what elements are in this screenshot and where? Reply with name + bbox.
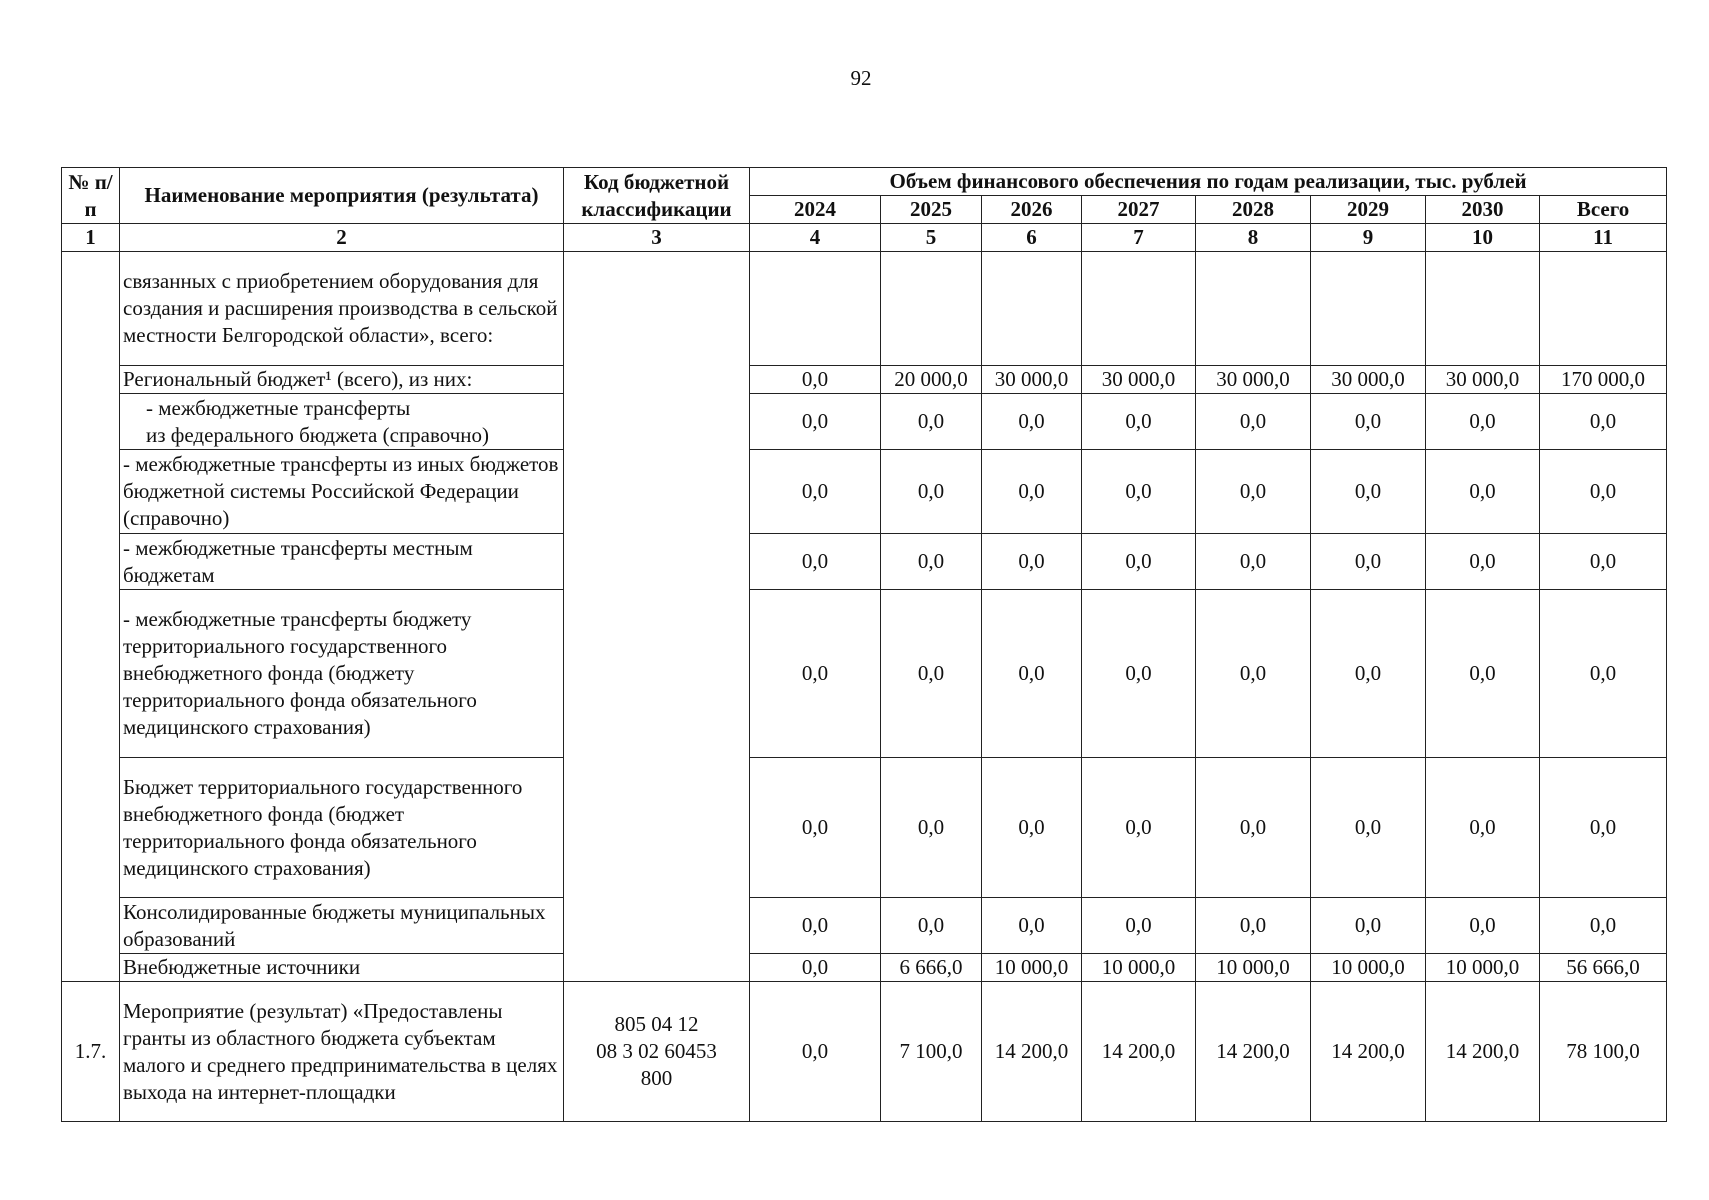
table-row bbox=[62, 450, 1667, 534]
value-cell: 30 000,0 bbox=[1082, 366, 1196, 394]
value-cell: 0,0 bbox=[1196, 590, 1311, 758]
column-number: 3 bbox=[564, 224, 750, 252]
value-cell: 0,0 bbox=[750, 758, 881, 898]
row-name bbox=[120, 394, 564, 450]
value-cell: 0,0 bbox=[1196, 394, 1311, 450]
column-number: 8 bbox=[1196, 224, 1311, 252]
table-row bbox=[62, 982, 1667, 1122]
header-total: Всего bbox=[1540, 196, 1667, 224]
value-cell: 0,0 bbox=[881, 394, 982, 450]
value-cell: 14 200,0 bbox=[1311, 982, 1426, 1122]
value-cell: 20 000,0 bbox=[881, 366, 982, 394]
row-name: - межбюджетные трансферты бюджету территориального государственного внебюджетного фонда (бюджету территориального фонда обязательного медицинского страхования) bbox=[120, 590, 564, 758]
value-cell: 10 000,0 bbox=[982, 954, 1082, 982]
value-cell bbox=[1426, 252, 1540, 366]
budget-code-line: 805 04 12 bbox=[614, 1012, 699, 1036]
row-name: Бюджет территориального государственного внебюджетного фонда (бюджет территориального фонда обязательного медицинского страхования) bbox=[120, 758, 564, 898]
table-row bbox=[62, 954, 1667, 982]
header-name: Наименование мероприятия (результата) bbox=[120, 168, 564, 224]
column-number: 11 bbox=[1540, 224, 1667, 252]
header-finance: Объем финансового обеспечения по годам реализации, тыс. рублей bbox=[750, 168, 1667, 196]
value-cell: 0,0 bbox=[750, 534, 881, 590]
table-row bbox=[62, 252, 1667, 366]
value-cell: 0,0 bbox=[1311, 590, 1426, 758]
value-cell: 0,0 bbox=[1082, 758, 1196, 898]
value-cell: 0,0 bbox=[982, 590, 1082, 758]
table-row bbox=[62, 394, 1667, 450]
row-name: Мероприятие (результат) «Предоставлены гранты из областного бюджета субъектам малого и среднего предпринимательства в целях выхода на интернет-площадки bbox=[120, 982, 564, 1122]
header-code: Код бюджетной классификации bbox=[564, 168, 750, 224]
column-number: 4 bbox=[750, 224, 881, 252]
value-cell: 0,0 bbox=[881, 758, 982, 898]
value-cell: 0,0 bbox=[1082, 590, 1196, 758]
row-name: - межбюджетные трансферты из иных бюджетов бюджетной системы Российской Федерации (справочно) bbox=[120, 450, 564, 534]
value-cell: 0,0 bbox=[1311, 450, 1426, 534]
value-cell: 0,0 bbox=[750, 450, 881, 534]
table-row bbox=[62, 534, 1667, 590]
value-cell: 6 666,0 bbox=[881, 954, 982, 982]
value-cell: 14 200,0 bbox=[1196, 982, 1311, 1122]
budget-code-line: 800 bbox=[640, 1066, 673, 1090]
value-cell: 0,0 bbox=[1540, 394, 1667, 450]
num-cell-empty bbox=[62, 252, 120, 982]
value-cell: 0,0 bbox=[1426, 898, 1540, 954]
value-cell bbox=[982, 252, 1082, 366]
column-number: 6 bbox=[982, 224, 1082, 252]
row-name: Внебюджетные источники bbox=[120, 954, 564, 982]
value-cell: 56 666,0 bbox=[1540, 954, 1667, 982]
value-cell: 10 000,0 bbox=[1311, 954, 1426, 982]
value-cell: 0,0 bbox=[1540, 534, 1667, 590]
value-cell: 0,0 bbox=[881, 590, 982, 758]
header-year: 2026 bbox=[982, 196, 1082, 224]
page-number: 92 bbox=[850, 66, 872, 90]
header-year: 2028 bbox=[1196, 196, 1311, 224]
value-cell: 0,0 bbox=[1311, 534, 1426, 590]
row-name: Консолидированные бюджеты муниципальных образований bbox=[120, 898, 564, 954]
column-number: 10 bbox=[1426, 224, 1540, 252]
table-row bbox=[62, 898, 1667, 954]
row-name-line: - межбюджетные трансферты bbox=[146, 395, 411, 420]
value-cell: 10 000,0 bbox=[1426, 954, 1540, 982]
value-cell: 7 100,0 bbox=[881, 982, 982, 1122]
value-cell bbox=[1540, 252, 1667, 366]
value-cell: 0,0 bbox=[750, 366, 881, 394]
row-number: 1.7. bbox=[62, 982, 120, 1122]
value-cell: 0,0 bbox=[1082, 898, 1196, 954]
value-cell: 0,0 bbox=[982, 758, 1082, 898]
column-number: 1 bbox=[62, 224, 120, 252]
code-cell-empty bbox=[564, 252, 750, 982]
value-cell: 0,0 bbox=[1426, 394, 1540, 450]
value-cell: 0,0 bbox=[1426, 758, 1540, 898]
header-year: 2030 bbox=[1426, 196, 1540, 224]
column-numbers-row bbox=[62, 224, 1667, 252]
value-cell: 0,0 bbox=[1540, 898, 1667, 954]
row-name: связанных с приобретением оборудования для создания и расширения производства в сельской местности Белгородской области», всего: bbox=[120, 252, 564, 366]
value-cell: 0,0 bbox=[982, 450, 1082, 534]
value-cell: 0,0 bbox=[1082, 450, 1196, 534]
value-cell: 0,0 bbox=[1196, 534, 1311, 590]
value-cell: 0,0 bbox=[750, 394, 881, 450]
row-name-line: из федерального бюджета (справочно) bbox=[146, 422, 490, 447]
value-cell: 14 200,0 bbox=[1426, 982, 1540, 1122]
row-name: - межбюджетные трансферты местным бюджетам bbox=[120, 534, 564, 590]
value-cell: 0,0 bbox=[1540, 450, 1667, 534]
table-row bbox=[62, 590, 1667, 758]
value-cell bbox=[1082, 252, 1196, 366]
value-cell: 30 000,0 bbox=[1426, 366, 1540, 394]
value-cell: 0,0 bbox=[1196, 898, 1311, 954]
value-cell: 30 000,0 bbox=[1196, 366, 1311, 394]
value-cell: 0,0 bbox=[1311, 758, 1426, 898]
value-cell bbox=[881, 252, 982, 366]
value-cell: 0,0 bbox=[982, 394, 1082, 450]
value-cell: 0,0 bbox=[1311, 394, 1426, 450]
budget-code bbox=[564, 982, 750, 1122]
value-cell: 170 000,0 bbox=[1540, 366, 1667, 394]
value-cell bbox=[750, 252, 881, 366]
header-year: 2024 bbox=[750, 196, 881, 224]
value-cell: 0,0 bbox=[982, 898, 1082, 954]
value-cell: 0,0 bbox=[1540, 590, 1667, 758]
value-cell: 0,0 bbox=[881, 534, 982, 590]
header-num: № п/п bbox=[62, 168, 120, 224]
value-cell: 10 000,0 bbox=[1082, 954, 1196, 982]
value-cell: 30 000,0 bbox=[982, 366, 1082, 394]
value-cell: 0,0 bbox=[1196, 450, 1311, 534]
row-name: Региональный бюджет¹ (всего), из них: bbox=[120, 366, 564, 394]
value-cell: 0,0 bbox=[750, 898, 881, 954]
value-cell: 78 100,0 bbox=[1540, 982, 1667, 1122]
header-year: 2027 bbox=[1082, 196, 1196, 224]
header-year: 2025 bbox=[881, 196, 982, 224]
value-cell bbox=[1311, 252, 1426, 366]
value-cell: 0,0 bbox=[750, 982, 881, 1122]
value-cell: 0,0 bbox=[1082, 394, 1196, 450]
value-cell: 14 200,0 bbox=[982, 982, 1082, 1122]
value-cell: 0,0 bbox=[1426, 450, 1540, 534]
value-cell: 0,0 bbox=[1082, 534, 1196, 590]
column-number: 5 bbox=[881, 224, 982, 252]
value-cell: 0,0 bbox=[1196, 758, 1311, 898]
value-cell: 0,0 bbox=[881, 898, 982, 954]
value-cell: 0,0 bbox=[982, 534, 1082, 590]
value-cell: 0,0 bbox=[1426, 534, 1540, 590]
value-cell: 30 000,0 bbox=[1311, 366, 1426, 394]
value-cell: 10 000,0 bbox=[1196, 954, 1311, 982]
value-cell: 0,0 bbox=[750, 954, 881, 982]
header-year: 2029 bbox=[1311, 196, 1426, 224]
finance-table bbox=[61, 167, 1667, 1122]
table-row bbox=[62, 758, 1667, 898]
value-cell: 0,0 bbox=[750, 590, 881, 758]
value-cell: 0,0 bbox=[1426, 590, 1540, 758]
budget-code-line: 08 3 02 60453 bbox=[596, 1039, 717, 1063]
column-number: 7 bbox=[1082, 224, 1196, 252]
value-cell: 0,0 bbox=[1540, 758, 1667, 898]
value-cell: 14 200,0 bbox=[1082, 982, 1196, 1122]
column-number: 2 bbox=[120, 224, 564, 252]
value-cell bbox=[1196, 252, 1311, 366]
value-cell: 0,0 bbox=[881, 450, 982, 534]
table-row bbox=[62, 366, 1667, 394]
column-number: 9 bbox=[1311, 224, 1426, 252]
value-cell: 0,0 bbox=[1311, 898, 1426, 954]
